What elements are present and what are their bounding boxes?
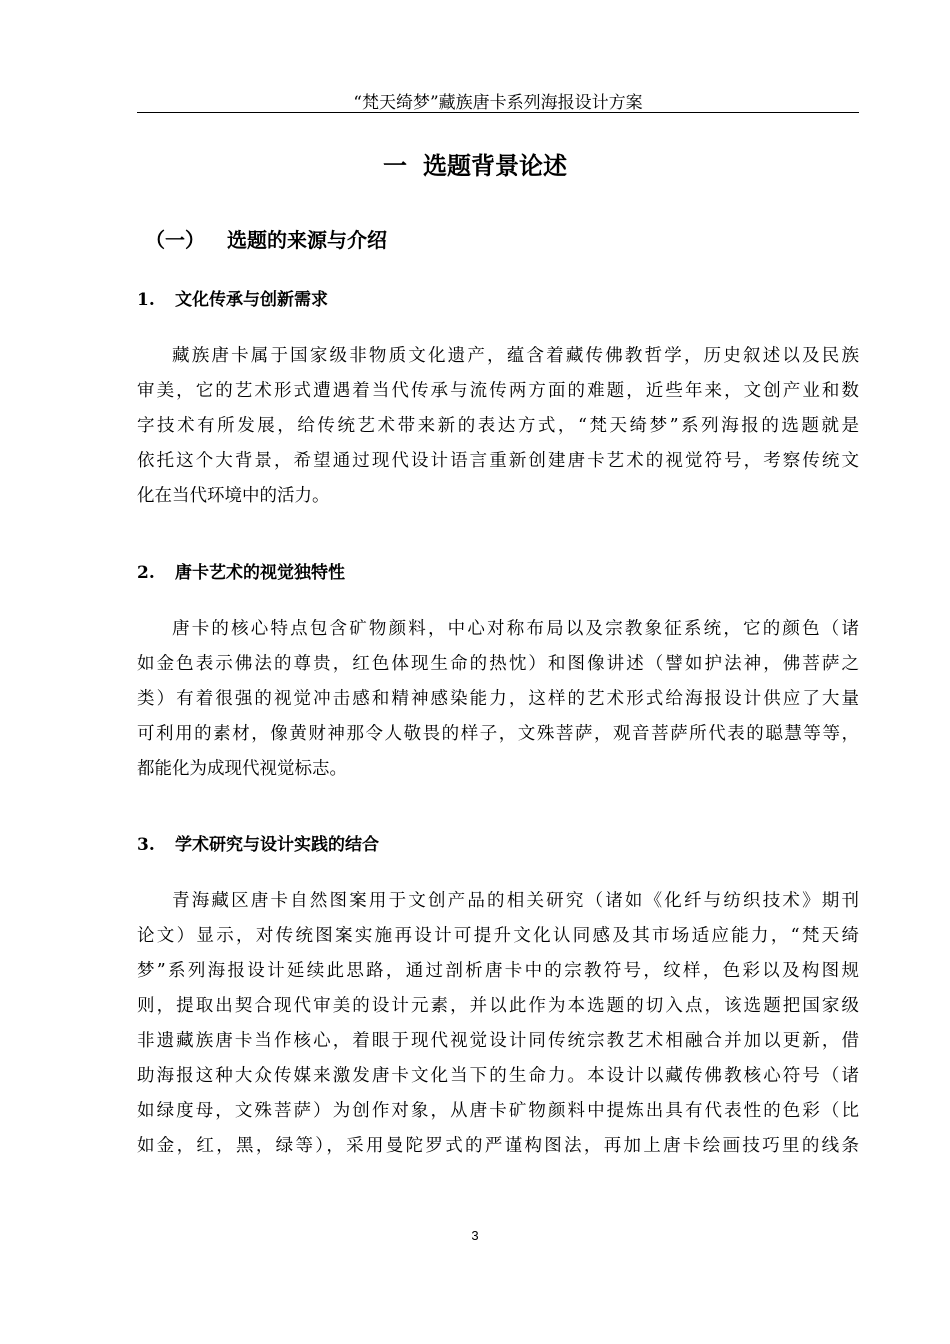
paragraph-line: 化在当代环境中的活力。 bbox=[137, 486, 330, 506]
paragraph-line: 审美，它的艺术形式遭遇着当代传承与流传两方面的难题，近些年来，文创产业和数 bbox=[137, 381, 859, 401]
subsection-number: 2. bbox=[137, 563, 155, 583]
paragraph-line: 论文）显示，对传统图案实施再设计可提升文化认同感及其市场适应能力，“梵天绮 bbox=[137, 926, 859, 946]
subsection-title-text: 学术研究与设计实践的结合 bbox=[175, 835, 379, 855]
paragraph-line: 如金，红，黑，绿等），采用曼陀罗式的严谨构图法，再加上唐卡绘画技巧里的线条 bbox=[137, 1136, 859, 1156]
paragraph-line: 如绿度母，文殊菩萨）为创作对象，从唐卡矿物颜料中提炼出具有代表性的色彩（比 bbox=[137, 1101, 859, 1121]
paragraph-line: 助海报这种大众传媒来激发唐卡文化当下的生命力。本设计以藏传佛教核心符号（诸 bbox=[137, 1066, 859, 1086]
chapter-title-text: 选题背景论述 bbox=[423, 152, 567, 180]
chapter-number: 一 bbox=[383, 152, 407, 180]
section-title-text: 选题的来源与介绍 bbox=[227, 228, 387, 252]
subsection-1-title bbox=[137, 289, 328, 311]
paragraph-line: 都能化为成现代视觉标志。 bbox=[137, 759, 347, 779]
paragraph-line: 藏族唐卡属于国家级非物质文化遗产，蕴含着藏传佛教哲学，历史叙述以及民族 bbox=[172, 346, 859, 366]
subsection-3-paragraph bbox=[137, 884, 859, 1164]
subsection-number: 3. bbox=[137, 835, 155, 855]
subsection-title-text: 文化传承与创新需求 bbox=[175, 290, 328, 310]
paragraph-line: 类）有着很强的视觉冲击感和精神感染能力，这样的艺术形式给海报设计供应了大量 bbox=[137, 689, 859, 709]
subsection-number: 1. bbox=[137, 290, 155, 310]
subsection-2-paragraph bbox=[137, 612, 859, 787]
paragraph-line: 梦”系列海报设计延续此思路，通过剖析唐卡中的宗教符号，纹样，色彩以及构图规 bbox=[137, 961, 859, 981]
paragraph-line: 非遗藏族唐卡当作核心，着眼于现代视觉设计同传统宗教艺术相融合并加以更新，借 bbox=[137, 1031, 859, 1051]
paragraph-line: 字技术有所发展，给传统艺术带来新的表达方式，“梵天绮梦”系列海报的选题就是 bbox=[137, 416, 859, 436]
subsection-1-paragraph bbox=[137, 339, 859, 514]
subsection-2-title bbox=[137, 562, 345, 584]
header-rule bbox=[137, 112, 859, 113]
paragraph-line: 则，提取出契合现代审美的设计元素，并以此作为本选题的切入点，该选题把国家级 bbox=[137, 996, 859, 1016]
running-header: “梵天绮梦”藏族唐卡系列海报设计方案 bbox=[353, 93, 643, 113]
paragraph-line: 唐卡的核心特点包含矿物颜料，中心对称布局以及宗教象征系统，它的颜色（诸 bbox=[172, 619, 859, 639]
chapter-title bbox=[0, 151, 950, 181]
subsection-title-text: 唐卡艺术的视觉独特性 bbox=[175, 563, 345, 583]
paragraph-line: 可利用的素材，像黄财神那令人敬畏的样子，文殊菩萨，观音菩萨所代表的聪慧等等， bbox=[137, 724, 859, 744]
section-title bbox=[145, 227, 387, 253]
subsection-3-title bbox=[137, 834, 379, 856]
section-number: （一） bbox=[145, 228, 205, 252]
paragraph-line: 青海藏区唐卡自然图案用于文创产品的相关研究（诸如《化纤与纺织技术》期刊 bbox=[172, 891, 859, 911]
paragraph-line: 依托这个大背景，希望通过现代设计语言重新创建唐卡艺术的视觉符号，考察传统文 bbox=[137, 451, 859, 471]
paragraph-line: 如金色表示佛法的尊贵，红色体现生命的热忱）和图像讲述（譬如护法神，佛菩萨之 bbox=[137, 654, 859, 674]
page-number: 3 bbox=[471, 1228, 479, 1243]
